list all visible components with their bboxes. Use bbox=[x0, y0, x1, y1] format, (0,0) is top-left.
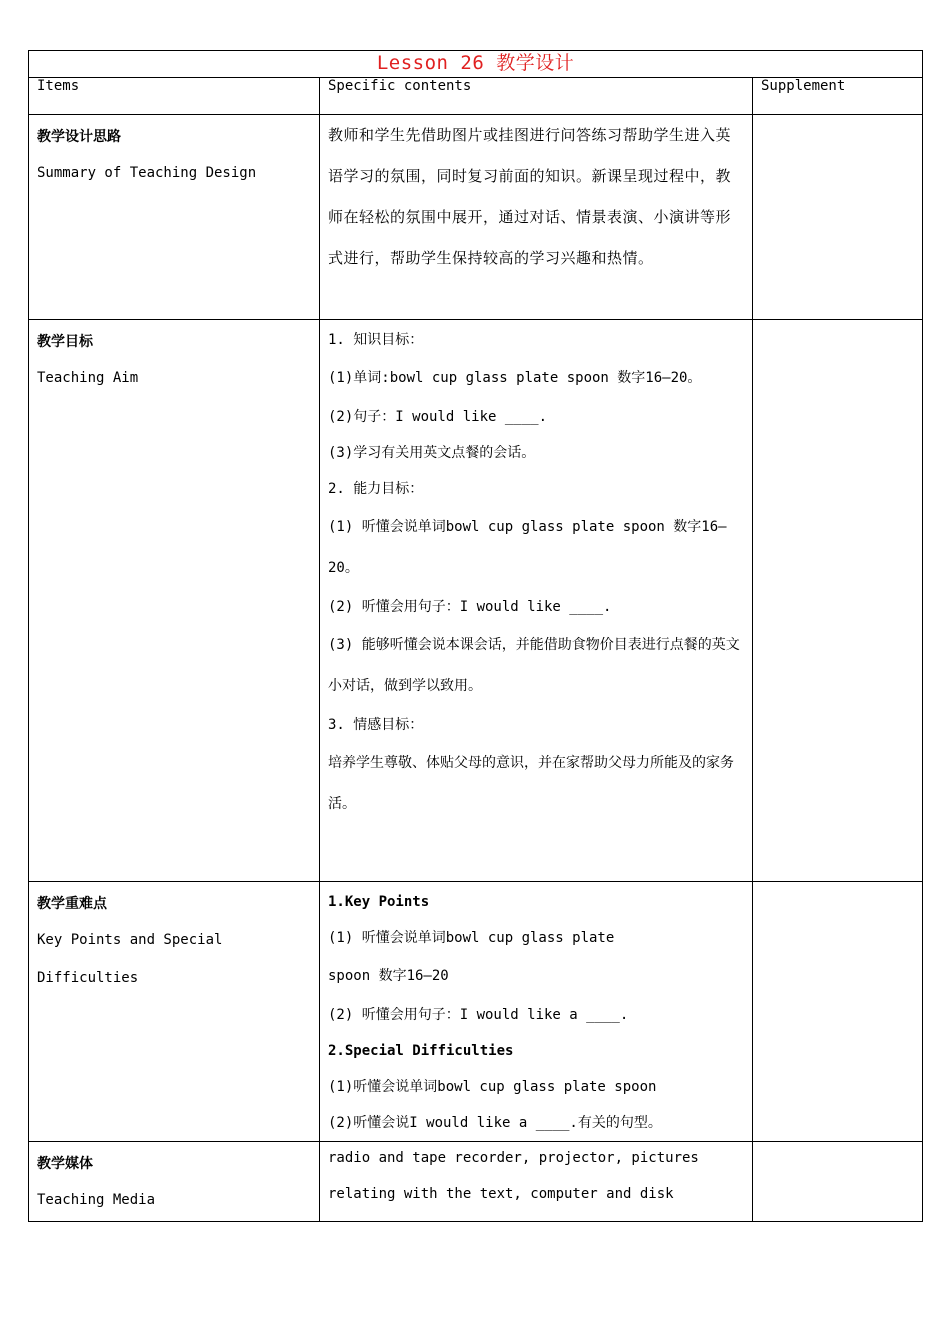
aim-line: 3. 情感目标： bbox=[328, 717, 424, 733]
design-content-cell bbox=[320, 115, 753, 320]
table-row bbox=[29, 882, 923, 1142]
aim-line: 培养学生尊敬、体贴父母的意识，并在家帮助父母力所能及的家务活。 bbox=[328, 755, 734, 812]
aim-supplement-cell bbox=[753, 320, 923, 882]
design-content: 教师和学生先借助图片或挂图进行问答练习帮助学生进入英语学习的氛围，同时复习前面的知识。新课呈现过程中，教师在轻松的氛围中展开，通过对话、情景表演、小演讲等形式进行，帮助学生保持较高的学习兴趣和热情。 bbox=[328, 126, 732, 267]
keypoints-line: (1) 听懂会说单词bowl cup glass plate bbox=[328, 930, 615, 946]
aim-line: (1) 听懂会说单词bowl cup glass plate spoon 数字16—20。 bbox=[328, 519, 727, 576]
keypoints-line: (2) 听懂会用句子：I would like a ____. bbox=[328, 1007, 629, 1023]
title-cell bbox=[29, 51, 923, 78]
table-row bbox=[29, 1142, 923, 1222]
aim-line: (1)单词:bowl cup glass plate spoon 数字16—20。 bbox=[328, 370, 702, 386]
table-row bbox=[29, 320, 923, 882]
aim-line: 1. 知识目标： bbox=[328, 332, 424, 348]
keypoints-label-en-1: Key Points and Special bbox=[37, 932, 223, 948]
lesson-plan-table bbox=[28, 50, 923, 1222]
keypoints-content-cell bbox=[320, 882, 753, 1142]
media-line-1: radio and tape recorder, projector, pictures bbox=[328, 1150, 699, 1166]
keypoints-label-en-2: Difficulties bbox=[37, 970, 139, 986]
aim-line: (3)学习有关用英文点餐的会话。 bbox=[328, 445, 536, 461]
keypoints-supplement-cell bbox=[753, 882, 923, 1142]
media-label-en: Teaching Media bbox=[37, 1192, 156, 1208]
header-items: Items bbox=[29, 78, 320, 115]
aim-line: 2. 能力目标： bbox=[328, 481, 424, 497]
aim-content-cell bbox=[320, 320, 753, 882]
table-row bbox=[29, 115, 923, 320]
aim-line: (2)句子：I would like ____. bbox=[328, 409, 548, 425]
aim-label-cell bbox=[29, 320, 320, 882]
keypoints-line: 2.Special Difficulties bbox=[328, 1043, 514, 1059]
page-title: Lesson 26 教学设计 bbox=[376, 52, 575, 74]
keypoints-line: (1)听懂会说单词bowl cup glass plate spoon bbox=[328, 1079, 657, 1095]
aim-label-en: Teaching Aim bbox=[37, 370, 139, 386]
aim-line: (3) 能够听懂会说本课会话，并能借助食物价目表进行点餐的英文小对话，做到学以致用。 bbox=[328, 637, 740, 694]
keypoints-label-zh: 教学重难点 bbox=[37, 896, 107, 912]
keypoints-line: spoon 数字16—20 bbox=[328, 968, 449, 984]
keypoints-line: 1.Key Points bbox=[328, 894, 430, 910]
header-contents: Specific contents bbox=[320, 78, 753, 115]
keypoints-line: (2)听懂会说I would like a ____.有关的句型。 bbox=[328, 1115, 662, 1131]
design-supplement-cell bbox=[753, 115, 923, 320]
design-label-zh: 教学设计思路 bbox=[37, 129, 121, 145]
aim-label-zh: 教学目标 bbox=[37, 334, 93, 350]
media-line-2: relating with the text, computer and disk bbox=[328, 1186, 674, 1202]
design-label-en: Summary of Teaching Design bbox=[37, 165, 257, 181]
media-label-cell bbox=[29, 1142, 320, 1222]
header-row bbox=[29, 78, 923, 115]
keypoints-label-cell bbox=[29, 882, 320, 1142]
media-supplement-cell bbox=[753, 1142, 923, 1222]
media-label-zh: 教学媒体 bbox=[37, 1156, 93, 1172]
aim-line: (2) 听懂会用句子：I would like ____. bbox=[328, 599, 612, 615]
design-label-cell bbox=[29, 115, 320, 320]
media-content-cell bbox=[320, 1142, 753, 1222]
header-supplement: Supplement bbox=[753, 78, 923, 115]
